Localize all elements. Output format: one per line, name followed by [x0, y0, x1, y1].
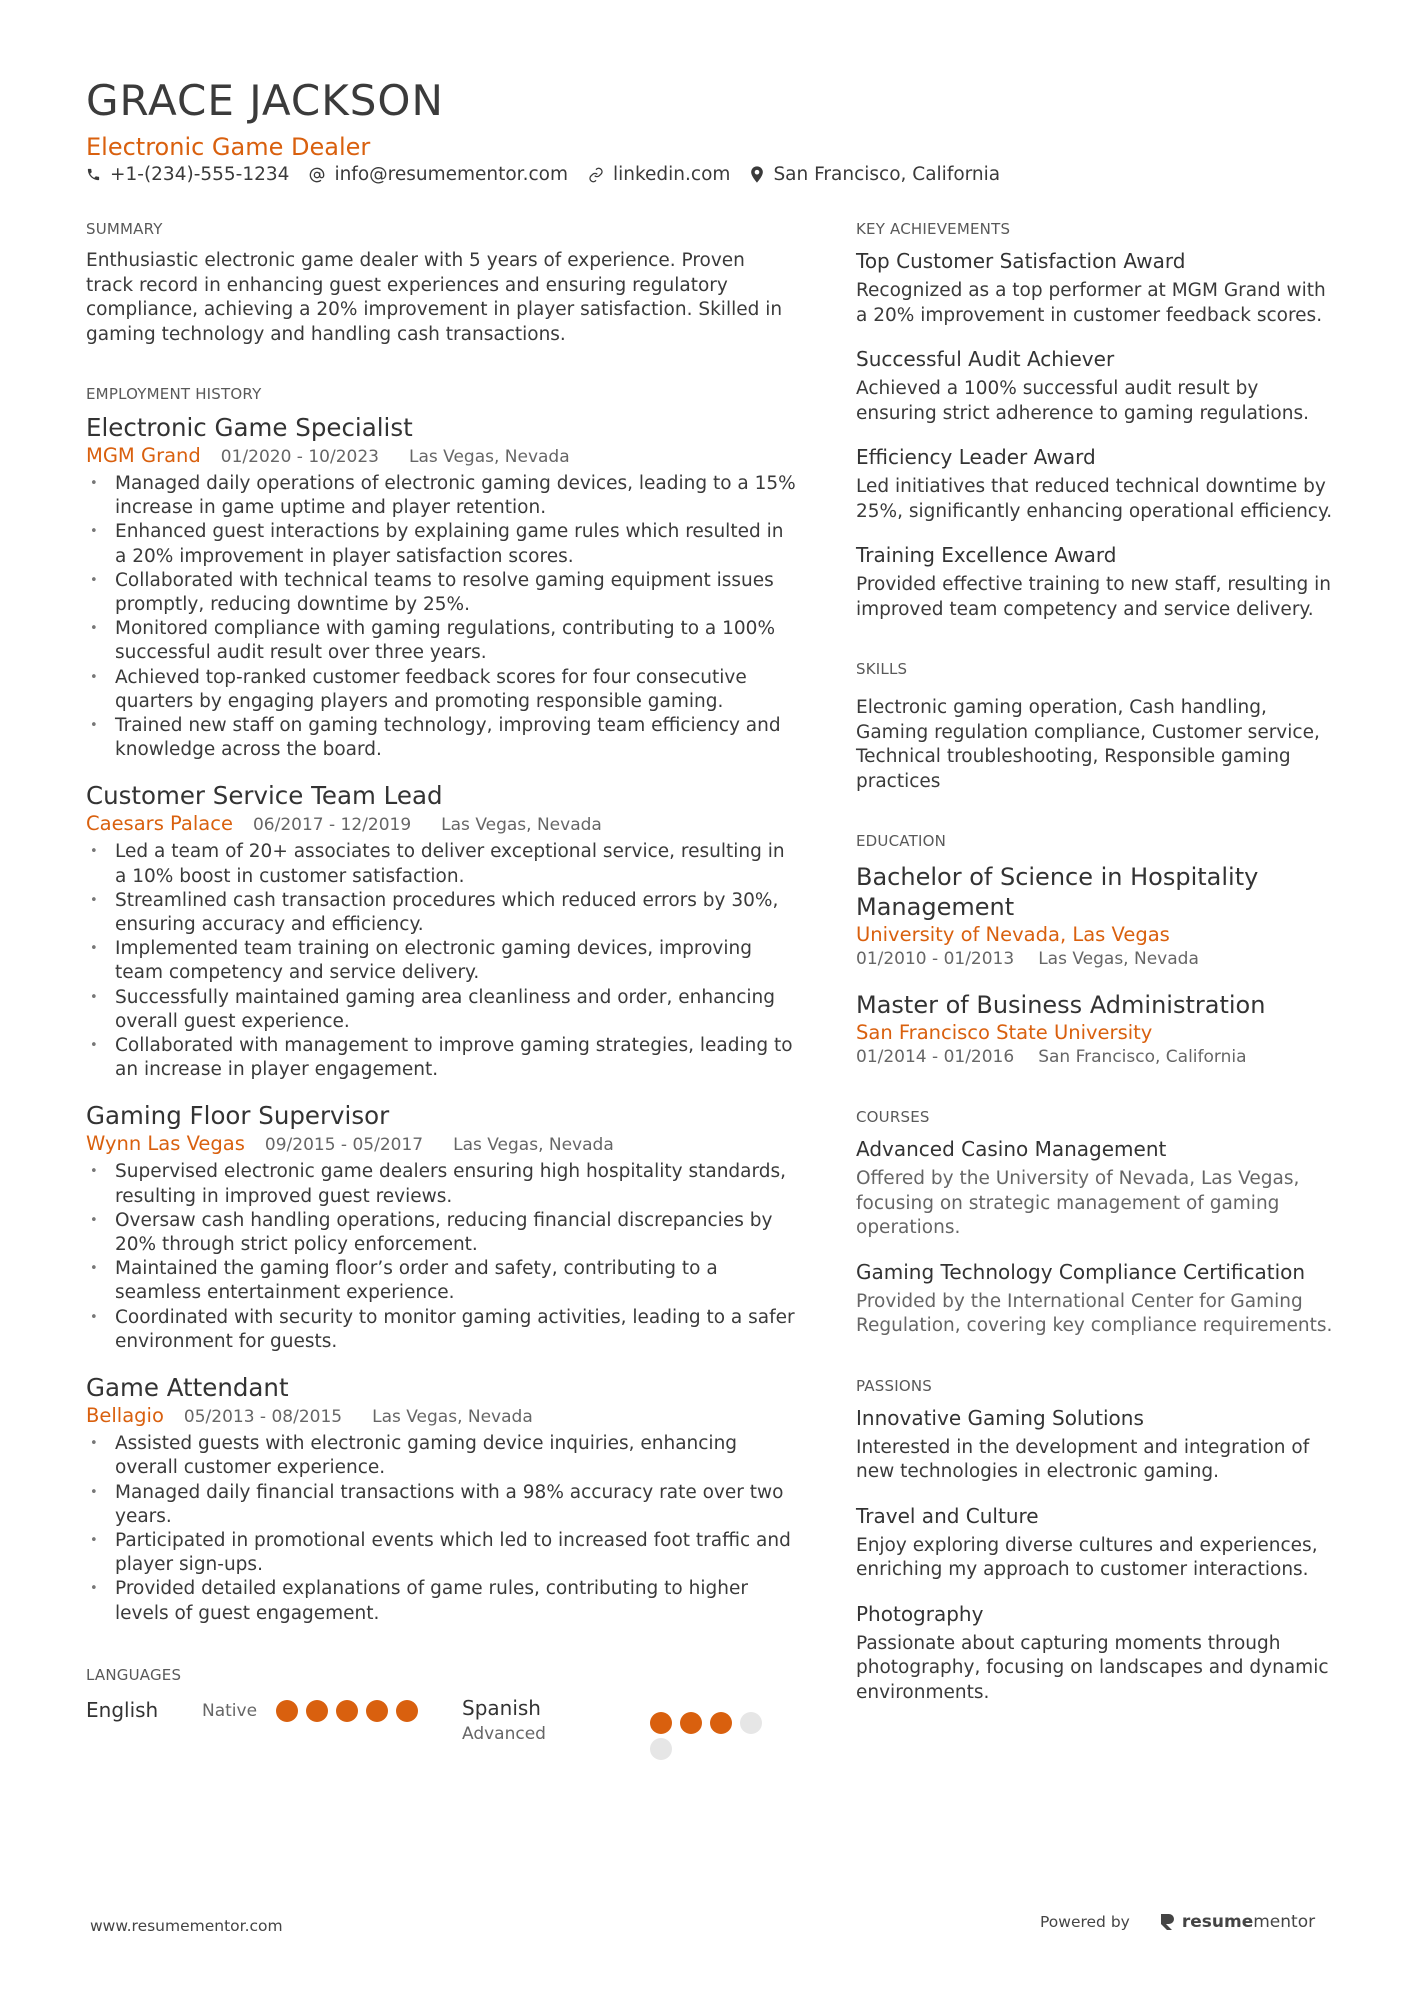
- job-dates: 05/2013 - 08/2015: [183, 1407, 343, 1428]
- passion-title: Innovative Gaming Solutions: [856, 1405, 1144, 1430]
- achievement-item: [856, 248, 1336, 328]
- job-meta: [86, 1403, 796, 1430]
- summary-label: SUMMARY: [86, 220, 163, 238]
- job-dates: 06/2017 - 12/2019: [252, 815, 412, 836]
- job-bullet: • Maintained the gaming floor’s order and safety, contributing to a seamless entertainment experience.: [86, 1257, 796, 1305]
- job-location: Las Vegas, Nevada: [408, 447, 570, 467]
- passion-text: Enjoy exploring diverse cultures and experiences, enriching my approach to customer interactions.: [856, 1534, 1318, 1580]
- contact-email[interactable]: [309, 164, 568, 185]
- job-bullet: • Enhanced guest interactions by explaining game rules which resulted in a 20% improvement in player satisfaction scores.: [86, 520, 796, 568]
- left-column: [86, 220, 796, 1754]
- job-entry: [86, 1373, 796, 1626]
- course-text: Offered by the University of Nevada, Las Vegas, focusing on strategic management of gaming operations.: [856, 1168, 1300, 1238]
- job-bullet: • Achieved top-ranked customer feedback scores for four consecutive quarters by engaging players and promoting responsible gaming.: [86, 666, 796, 714]
- skills-label: SKILLS: [856, 660, 908, 678]
- brand-bold: resume: [1181, 1912, 1254, 1932]
- job-role: Gaming Floor Supervisor: [86, 1101, 390, 1131]
- job-location: Las Vegas, Nevada: [441, 815, 602, 836]
- education-item: [856, 862, 1336, 970]
- job-bullet: • Successfully maintained gaming area cleanliness and order, enhancing overall guest experience.: [86, 986, 796, 1034]
- passions-label: PASSIONS: [856, 1376, 932, 1395]
- rating-dot-filled: [710, 1712, 732, 1734]
- contact-location: [750, 164, 1000, 185]
- course-item: [856, 1136, 1336, 1241]
- job-bullet: • Provided detailed explanations of game rules, contributing to higher levels of guest engagement.: [86, 1577, 796, 1625]
- right-column: [856, 220, 1336, 1705]
- achievement-item: [856, 346, 1336, 426]
- job-bullet: • Participated in promotional events which led to increased foot traffic and player sign-ups.: [86, 1529, 796, 1577]
- skills-text: Electronic gaming operation, Cash handling, Gaming regulation compliance, Customer service, Technical troubleshooting, Responsible gaming practices: [856, 697, 1320, 792]
- course-item: [856, 1259, 1336, 1339]
- contact-bar: [86, 164, 1020, 185]
- job-bullet: • Assisted guests with electronic gaming device inquiries, enhancing overall customer experience.: [86, 1432, 796, 1480]
- rating-dot-filled: [366, 1700, 388, 1722]
- passion-text: Passionate about capturing moments through photography, focusing on landscapes and dynamic environments.: [856, 1632, 1329, 1703]
- job-entry: [86, 1101, 796, 1354]
- candidate-name: GRACE JACKSON: [86, 76, 444, 125]
- courses-label: COURSES: [856, 1108, 930, 1126]
- rating-dot-filled: [336, 1700, 358, 1722]
- education-meta: [856, 1046, 1336, 1068]
- footer-website[interactable]: www.resumementor.com: [90, 1917, 283, 1935]
- job-dates: 01/2020 - 10/2023: [220, 447, 379, 467]
- phone-icon: [86, 167, 101, 182]
- achievement-item: [856, 542, 1336, 622]
- languages-list: [86, 1694, 796, 1754]
- education-school: San Francisco State University: [856, 1021, 1153, 1044]
- job-meta: [86, 811, 796, 838]
- job-company: Bellagio: [86, 1404, 164, 1428]
- job-bullet: • Trained new staff on gaming technology, improving team efficiency and knowledge across the board.: [86, 714, 796, 762]
- job-location: Las Vegas, Nevada: [453, 1135, 614, 1156]
- education-meta: [856, 948, 1336, 970]
- job-company: Caesars Palace: [86, 812, 233, 836]
- job-bullets: [86, 1160, 796, 1354]
- job-bullet: • Collaborated with management to improve gaming strategies, leading to an increase in player engagement.: [86, 1034, 796, 1082]
- rating-dot-filled: [680, 1712, 702, 1734]
- passion-item: [856, 1405, 1336, 1485]
- achievements-label: KEY ACHIEVEMENTS: [856, 220, 1011, 238]
- job-bullet: • Monitored compliance with gaming regulations, contributing to a 100% successful audit result over three years.: [86, 617, 796, 665]
- education-item: [856, 990, 1336, 1068]
- brand-logo[interactable]: [1160, 1912, 1315, 1932]
- phone-text: +1-(234)-555-1234: [110, 164, 290, 185]
- job-bullet: • Managed daily operations of electronic gaming devices, leading to a 15% increase in game uptime and player retention.: [86, 472, 796, 520]
- job-meta: [86, 1131, 796, 1158]
- course-text: Provided by the International Center for Gaming Regulation, covering key compliance requirements.: [856, 1290, 1333, 1336]
- language-name: English: [86, 1697, 159, 1722]
- achievement-title: Efficiency Leader Award: [856, 445, 1096, 469]
- summary-text: Enthusiastic electronic game dealer with 5 years of experience. Proven track record in enhancing guest experiences and ensuring regulatory compliance, achieving a 20% improvement in player satisfaction. Skilled in gaming technology and handling cash transactions.: [86, 250, 783, 345]
- brand-light: mentor: [1253, 1912, 1316, 1932]
- passion-text: Interested in the development and integration of new technologies in electronic gaming.: [856, 1436, 1310, 1482]
- job-bullet: • Coordinated with security to monitor gaming activities, leading to a safer environment for guests.: [86, 1306, 796, 1354]
- achievement-title: Training Excellence Award: [856, 543, 1117, 567]
- job-bullets: [86, 840, 796, 1082]
- education-dates: 01/2010 - 01/2013: [856, 949, 1015, 969]
- email-text: info@resumementor.com: [334, 164, 568, 185]
- contact-phone: [86, 164, 289, 185]
- education-label: EDUCATION: [856, 832, 946, 850]
- achievement-title: Top Customer Satisfaction Award: [856, 249, 1186, 273]
- passion-title: Photography: [856, 1601, 984, 1626]
- rating-dot-empty: [650, 1738, 672, 1760]
- at-sign-icon: [309, 167, 325, 183]
- location-pin-icon: [750, 166, 764, 183]
- job-bullet: • Led a team of 20+ associates to deliver exceptional service, resulting in a 10% boost in customer satisfaction.: [86, 840, 796, 888]
- achievement-text: Led initiatives that reduced technical downtime by 25%, significantly enhancing operational efficiency.: [856, 476, 1333, 522]
- education-school: University of Nevada, Las Vegas: [856, 923, 1170, 946]
- achievement-title: Successful Audit Achiever: [856, 347, 1115, 371]
- location-text: San Francisco, California: [773, 164, 1001, 185]
- link-icon: [588, 167, 604, 183]
- rating-dot-filled: [276, 1700, 298, 1722]
- job-bullet: • Managed daily financial transactions with a 98% accuracy rate over two years.: [86, 1481, 796, 1529]
- job-company: Wynn Las Vegas: [86, 1132, 245, 1156]
- job-company: MGM Grand: [86, 444, 201, 467]
- employment-label: EMPLOYMENT HISTORY: [86, 385, 262, 403]
- education-location: Las Vegas, Nevada: [1038, 949, 1199, 969]
- language-level: Advanced: [462, 1723, 546, 1744]
- rating-dot-filled: [650, 1712, 672, 1734]
- language-rating: [276, 1700, 426, 1726]
- education-degree: Master of Business Administration: [856, 991, 1266, 1019]
- achievement-text: Achieved a 100% successful audit result by ensuring strict adherence to gaming regulations.: [856, 378, 1309, 424]
- job-dates: 09/2015 - 05/2017: [264, 1135, 424, 1156]
- job-bullet: • Supervised electronic game dealers ensuring high hospitality standards, resulting in improved guest reviews.: [86, 1160, 796, 1208]
- passion-item: [856, 1503, 1336, 1583]
- linkedin-text: linkedin.com: [612, 164, 731, 185]
- job-bullet: • Oversaw cash handling operations, reducing financial discrepancies by 20% through strict policy enforcement.: [86, 1209, 796, 1257]
- job-role: Game Attendant: [86, 1373, 289, 1403]
- rating-dot-empty: [740, 1712, 762, 1734]
- contact-linkedin[interactable]: [588, 164, 730, 185]
- job-bullet: • Implemented team training on electronic gaming devices, improving team competency and service delivery.: [86, 937, 796, 985]
- job-entry: [86, 781, 796, 1082]
- rating-dot-filled: [396, 1700, 418, 1722]
- job-location: Las Vegas, Nevada: [372, 1407, 533, 1428]
- job-bullets: [86, 1432, 796, 1626]
- achievement-text: Recognized as a top performer at MGM Grand with a 20% improvement in customer feedback scores.: [856, 280, 1326, 326]
- education-degree: Bachelor of Science in Hospitality Management: [856, 863, 1259, 921]
- passion-title: Travel and Culture: [856, 1503, 1039, 1528]
- education-location: San Francisco, California: [1038, 1047, 1247, 1067]
- job-meta: [86, 443, 796, 470]
- footer-powered: [1040, 1912, 1315, 1932]
- resumementor-logo-icon: [1160, 1913, 1176, 1931]
- job-bullet: • Collaborated with technical teams to resolve gaming equipment issues promptly, reducing downtime by 25%.: [86, 569, 796, 617]
- course-title: Gaming Technology Compliance Certification: [856, 1259, 1306, 1284]
- language-level: Native: [202, 1700, 258, 1721]
- job-bullet: • Streamlined cash transaction procedures which reduced errors by 30%, ensuring accuracy and efficiency.: [86, 889, 796, 937]
- passion-item: [856, 1601, 1336, 1706]
- job-role: Customer Service Team Lead: [86, 781, 443, 811]
- achievement-item: [856, 444, 1336, 524]
- job-entry: [86, 413, 796, 762]
- languages-label: LANGUAGES: [86, 1665, 182, 1684]
- powered-by-text: Powered by: [1040, 1913, 1130, 1931]
- education-dates: 01/2014 - 01/2016: [856, 1047, 1015, 1067]
- language-name: Spanish: [462, 1695, 541, 1720]
- course-title: Advanced Casino Management: [856, 1137, 1167, 1161]
- achievement-text: Provided effective training to new staff, resulting in improved team competency and service delivery.: [856, 574, 1332, 620]
- candidate-title: Electronic Game Dealer: [86, 133, 371, 161]
- language-rating: [650, 1712, 796, 1764]
- rating-dot-filled: [306, 1700, 328, 1722]
- job-bullets: [86, 472, 796, 762]
- job-role: Electronic Game Specialist: [86, 413, 413, 442]
